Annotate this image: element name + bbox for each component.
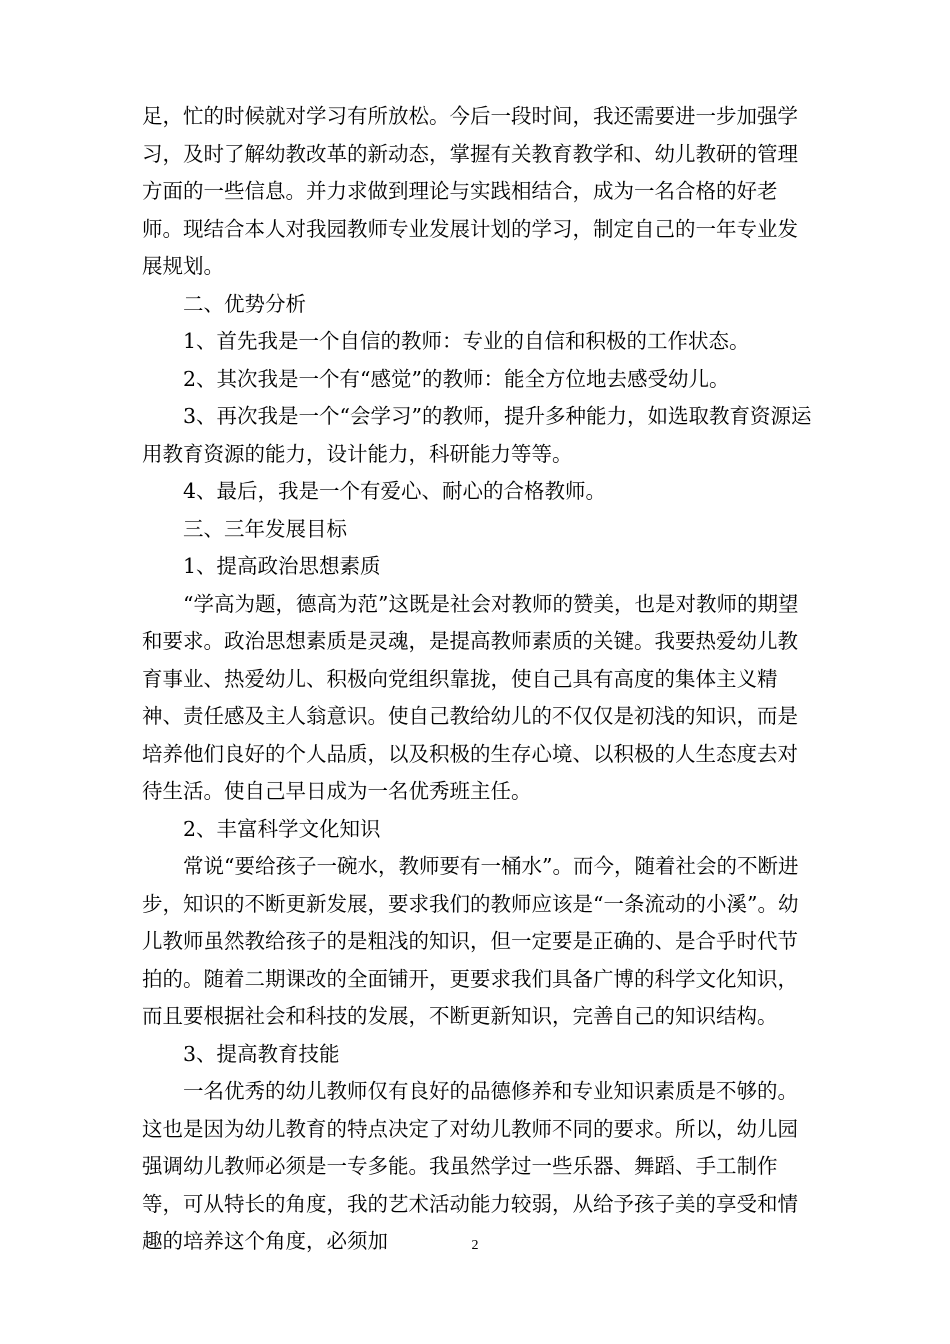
paragraph: 4、最后，我是一个有爱心、耐心的合格教师。 <box>183 479 607 503</box>
paragraph: 1、首先我是一个自信的教师：专业的自信和积极的工作状态。 <box>183 329 750 353</box>
paragraph: 1、提高政治思想素质 <box>183 554 381 578</box>
paragraph: 三、三年发展目标 <box>183 516 347 541</box>
paragraph: 常说“要给孩子一碗水，教师要有一桶水”。而今，随着社会的不断进步，知识的不断更新发展，要求我们的教师应该是“一条流动的小溪”。幼儿教师虽然教给孩子的是粗浅的知识，但一定要是正确的、是合乎时代节拍的。随着二期课改的全面铺开，更要求我们具备广博的科学文化知识，而且要根据社会和科技的发展，不断更新知识，完善自己的知识结构。 <box>142 854 799 1028</box>
document-body <box>142 98 812 1261</box>
paragraph: 二、优势分析 <box>183 291 306 316</box>
paragraph: 2、其次我是一个有“感觉”的教师：能全方位地去感受幼儿。 <box>183 366 730 391</box>
page-number: 2 <box>471 1238 479 1253</box>
paragraph: 3、提高教育技能 <box>183 1041 340 1066</box>
paragraph: 2、丰富科学文化知识 <box>183 816 381 841</box>
paragraph: 一名优秀的幼儿教师仅有良好的品德修养和专业知识素质是不够的。这也是因为幼儿教育的特点决定了对幼儿教师不同的要求。所以，幼儿园强调幼儿教师必须是一专多能。我虽然学过一些乐器、舞蹈、手工制作等，可从特长的角度，我的艺术活动能力较弱，从给予孩子美的享受和情趣的培养这个角度，必须加 <box>142 1079 798 1253</box>
paragraph: “学高为题，德高为范”这既是社会对教师的赞美，也是对教师的期望和要求。政治思想素质是灵魂，是提高教师素质的关键。我要热爱幼儿教育事业、热爱幼儿、积极向党组织靠拢，使自己具有高度的集体主义精神、责任感及主人翁意识。使自己教给幼儿的不仅仅是初浅的知识，而是培养他们良好的个人品质，以及积极的生存心境、以积极的人生态度去对待生活。使自己早日成为一名优秀班主任。 <box>142 591 799 803</box>
paragraph: 3、再次我是一个“会学习”的教师，提升多种能力，如选取教育资源运用教育资源的能力，设计能力，科研能力等等。 <box>142 404 812 466</box>
paragraph: 足，忙的时候就对学习有所放松。今后一段时间，我还需要进一步加强学习，及时了解幼教改革的新动态，掌握有关教育教学和、幼儿教研的管理方面的一些信息。并力求做到理论与实践相结合，成为一名合格的好老师。现结合本人对我园教师专业发展计划的学习，制定自己的一年专业发展规划。 <box>142 104 798 278</box>
